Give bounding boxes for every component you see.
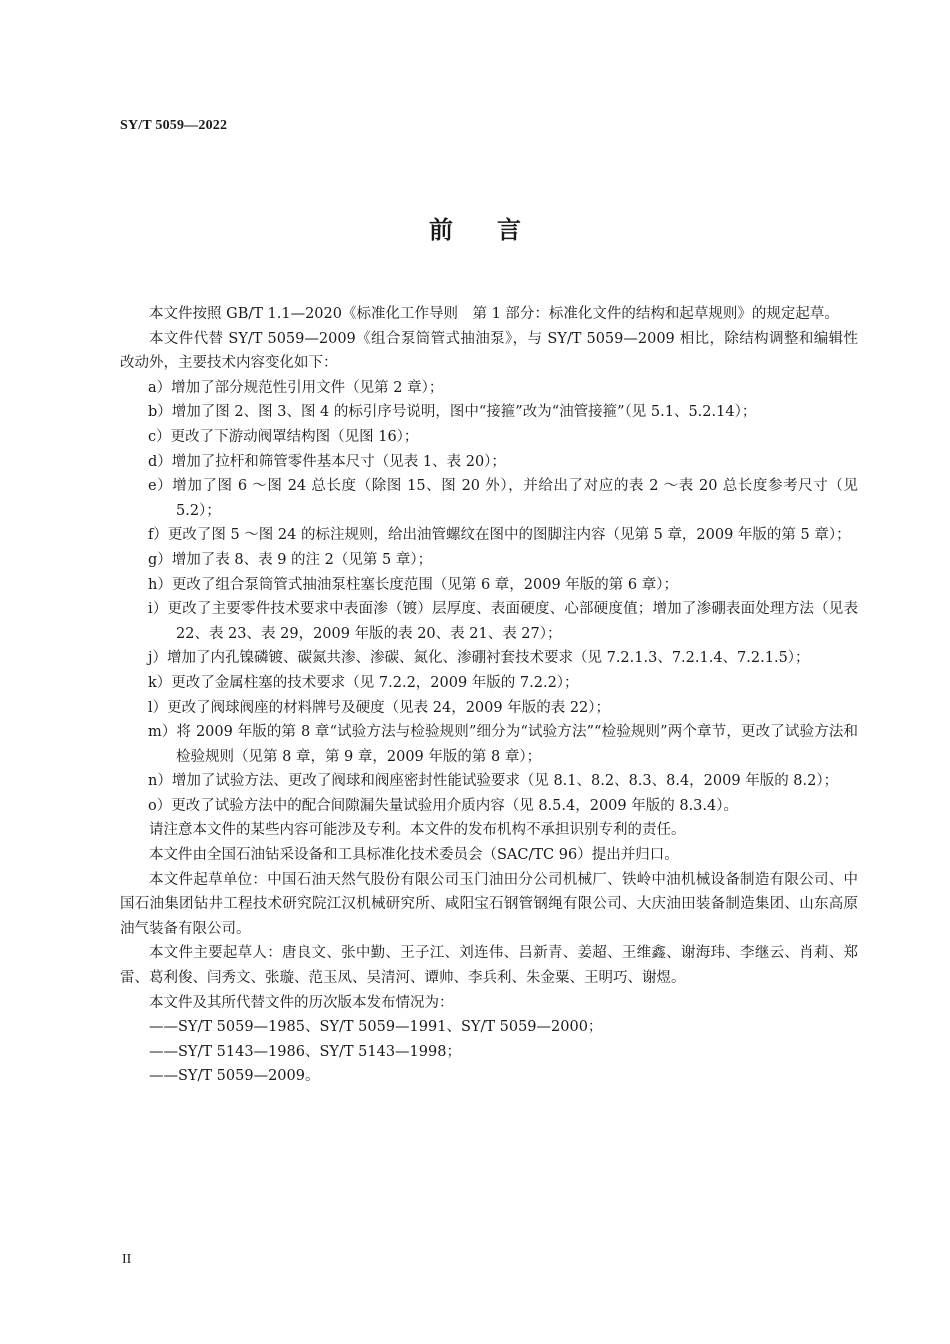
paragraph-replacement: 本文件代替 SY/T 5059—2009《组合泵筒管式抽油泵》，与 SY/T 5059—2009 相比，除结构调整和编辑性改动外，主要技术内容变化如下： <box>120 330 858 372</box>
change-item-n: n）增加了试验方法、更改了阀球和阀座密封性能试验要求（见 8.1、8.2、8.3、8.4，2009 年版的 8.2）； <box>148 773 839 790</box>
history-item-3: ——SY/T 5059—2009。 <box>149 1068 320 1085</box>
history-item-2: ——SY/T 5143—1986、SY/T 5143—1998； <box>149 1043 461 1060</box>
paragraph-patent-notice: 请注意本文件的某些内容可能涉及专利。本文件的发布机构不承担识别专利的责任。 <box>149 822 686 839</box>
change-item-k: k）更改了金属柱塞的技术要求（见 7.2.2，2009 年版的 7.2.2）； <box>148 674 579 691</box>
page-title: 前言 <box>429 216 565 244</box>
paragraph-history-intro: 本文件及其所代替文件的历次版本发布情况为： <box>149 994 454 1011</box>
change-item-c: c）更改了下游动阀罩结构图（见图 16）； <box>148 428 419 445</box>
page-number: II <box>122 1252 132 1267</box>
change-item-h: h）更改了组合泵筒管式抽油泵柱塞长度范围（见第 6 章，2009 年版的第 6 章）； <box>148 576 678 593</box>
change-item-e: e）增加了图 6 ～图 24 总长度（除图 15、图 20 外），并给出了对应的表 2 ～表 20 总长度参考尺寸（见 5.2）； <box>148 478 858 519</box>
document-body <box>120 302 858 1089</box>
change-item-f: f）更改了图 5 ～图 24 的标注规则，给出油管螺纹在图中的图脚注内容（见第 5 章，2009 年版的第 5 章）； <box>148 527 851 544</box>
paragraph-drafting-rule: 本文件按照 GB/T 1.1—2020《标准化工作导则 第 1 部分：标准化文件的结构和起草规则》的规定起草。 <box>149 306 839 322</box>
change-item-b: b）增加了图 2、图 3、图 4 的标引序号说明，图中“接箍”改为“油管接箍”（见 5.1、5.2.14）； <box>148 404 757 421</box>
paragraph-drafting-units: 本文件起草单位：中国石油天然气股份有限公司玉门油田分公司机械厂、铁岭中油机械设备制造有限公司、中国石油集团钻井工程技术研究院江汉机械研究所、咸阳宝石钢管钢绳有限公司、大庆油田装备制造集团、山东高原油气装备有限公司。 <box>120 871 858 937</box>
change-item-i: i）更改了主要零件技术要求中表面渗（镀）层厚度、表面硬度、心部硬度值；增加了渗硼表面处理方法（见表 22、表 23、表 29，2009 年版的表 20、表 21、表 27）； <box>148 601 858 642</box>
change-item-a: a）增加了部分规范性引用文件（见第 2 章）； <box>148 379 444 396</box>
change-item-g: g）增加了表 8、表 9 的注 2（见第 5 章）； <box>148 551 433 568</box>
change-item-m: m）将 2009 年版的第 8 章“试验方法与检验规则”细分为“试验方法”“检验规则”两个章节，更改了试验方法和检验规则（见第 8 章，第 9 章，2009 年版的第 8 章）； <box>148 724 858 765</box>
paragraph-committee: 本文件由全国石油钻采设备和工具标准化技术委员会（SAC/TC 96）提出并归口。 <box>149 847 679 864</box>
history-item-1: ——SY/T 5059—1985、SY/T 5059—1991、SY/T 5059—2000； <box>149 1019 603 1036</box>
change-item-o: o）更改了试验方法中的配合间隙漏失量试验用介质内容（见 8.5.4，2009 年版的 8.3.4）。 <box>148 797 738 814</box>
change-item-j: j）增加了内孔镍磷镀、碳氮共渗、渗碳、氮化、渗硼衬套技术要求（见 7.2.1.3、7.2.1.4、7.2.1.5）； <box>148 650 810 667</box>
change-item-l: l）更改了阀球阀座的材料牌号及硬度（见表 24，2009 年版的表 22）； <box>148 699 611 716</box>
change-item-d: d）增加了拉杆和筛管零件基本尺寸（见表 1、表 20）； <box>148 453 506 470</box>
paragraph-drafters: 本文件主要起草人：唐良文、张中勤、王子江、刘连伟、吕新青、姜超、王维鑫、谢海玮、李继云、肖莉、郑雷、葛利俊、闫秀文、张璇、范玉凤、吴清河、谭帅、李兵利、朱金粟、王明巧、谢煜。 <box>120 945 858 987</box>
document-code: SY/T 5059—2022 <box>120 118 228 133</box>
